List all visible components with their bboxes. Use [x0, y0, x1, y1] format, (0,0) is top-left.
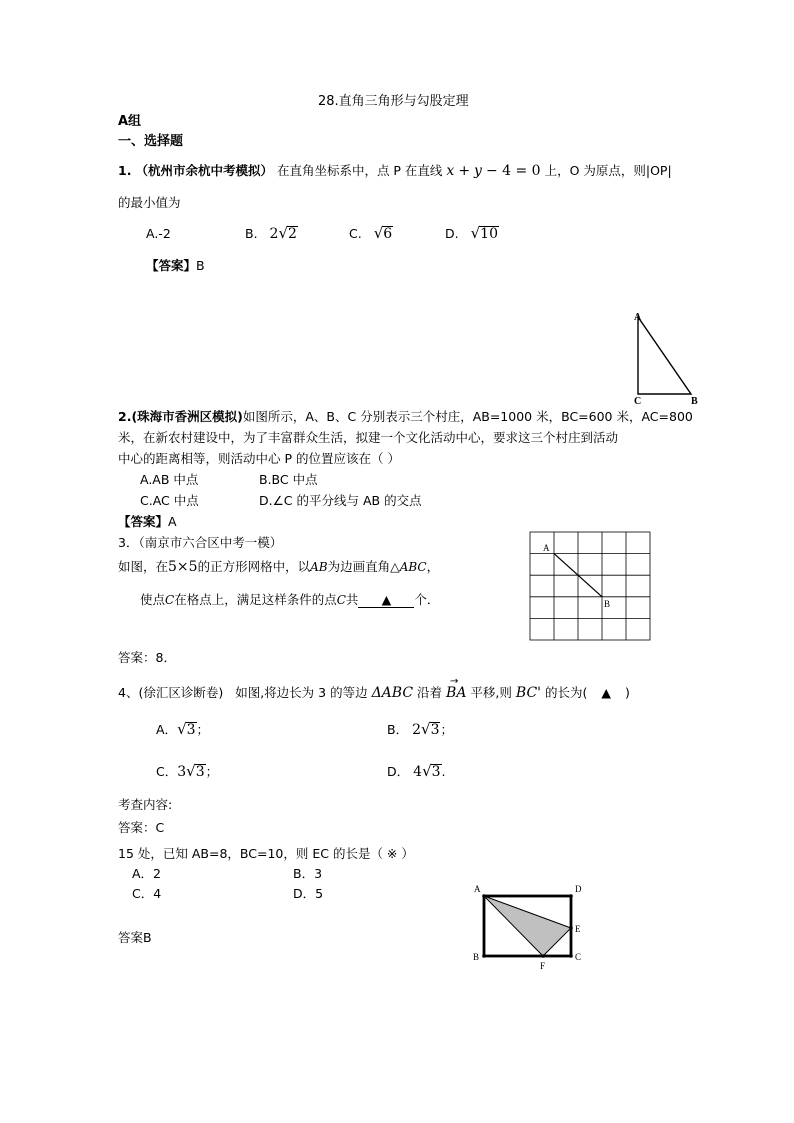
q3-grid-size: 5×5: [168, 559, 198, 575]
q4-option-c-label: C．: [156, 764, 178, 779]
q3-point-c1: C: [165, 593, 175, 607]
label-c: C: [575, 952, 582, 962]
q1-option-d-radicand: 10: [480, 226, 498, 242]
q4-stem-c: 平移,则: [470, 685, 512, 700]
q4-segment: BC': [515, 685, 541, 701]
q1-line-rest: − 4 = 0: [485, 163, 541, 179]
q1-answer-value: B: [196, 258, 205, 273]
q2-answer: [118, 512, 177, 530]
q1-option-b-coef: 2: [269, 226, 279, 242]
q4-option-b-end: ；: [440, 722, 453, 737]
q5-option-a: A．2: [132, 866, 162, 881]
sqrt-symbol: √: [421, 720, 431, 738]
label-b: B: [473, 952, 480, 962]
q4-stem: [118, 676, 630, 701]
q4-stem-d: 的长为(: [544, 685, 588, 700]
q1-option-b-label: B.: [245, 226, 258, 241]
q1-option-c: [349, 224, 393, 242]
q4-option-d-radicand: 3: [431, 764, 441, 780]
point-f: [541, 954, 545, 958]
vector-arrow-icon: →: [450, 676, 459, 687]
q1-option-c-label: C.: [349, 226, 362, 241]
label-b: B: [604, 599, 611, 609]
q2-option-b: B.BC 中点: [259, 472, 318, 487]
label-d: D: [575, 884, 582, 894]
q3-line1: [118, 557, 439, 575]
label-e: E: [575, 924, 581, 934]
q4-option-c-radicand: 3: [195, 764, 205, 780]
q4-triangle: ΔABC: [371, 685, 414, 701]
q4-option-c: [156, 762, 218, 780]
q1-option-b: [245, 224, 298, 242]
q3-line2-a: 使点: [140, 592, 166, 607]
q1-option-c-radicand: 6: [383, 226, 393, 242]
q1-answer-tag: 【答案】: [146, 258, 197, 273]
q2-answer-value: A: [168, 514, 177, 529]
q5-option-d: D．5: [293, 886, 324, 901]
q4-stem-b: 沿着: [417, 685, 443, 700]
q3-blank-mark: ▲: [381, 592, 392, 607]
point-d: [569, 894, 573, 898]
q4-option-b-radicand: 3: [430, 722, 440, 738]
q4-option-a-end: ；: [196, 722, 210, 737]
q1-option-d: [445, 224, 499, 242]
q1-source: （杭州市余杭中考模拟）: [135, 163, 273, 178]
q4-stem-a: 如图,将边长为 3 的等边: [235, 685, 368, 700]
q2-line2: 米，在新农村建设中，为了丰富群众生活，拟建一个文化活动中心，要求这三个村庄到活动: [118, 430, 619, 445]
label-f: F: [540, 961, 546, 971]
q4-option-c-end: ；: [205, 764, 219, 779]
q2-line1: [118, 407, 693, 425]
sqrt-symbol: √: [373, 224, 384, 242]
q1-option-a: A.-2: [146, 226, 171, 241]
q2-line1-text: 如图所示，A、B、C 分别表示三个村庄，AB=1000 米，BC=600 米，AC=800: [242, 409, 693, 424]
label-a: A: [543, 543, 550, 553]
q5-answer: 答案B: [118, 930, 152, 945]
sqrt-symbol: √: [186, 762, 196, 780]
sqrt-symbol: √: [470, 224, 481, 242]
q1-line-plus: +: [458, 163, 471, 179]
q3-line2-d: 个．: [414, 592, 440, 607]
q2-option-d: D.∠C 的平分线与 AB 的交点: [259, 493, 422, 508]
q3-segment-ab: AB: [310, 560, 328, 574]
folded-triangle-aef: [484, 896, 571, 956]
q4-option-d: [387, 762, 446, 780]
q3-source: 3．（南京市六合区中考一模）: [118, 535, 283, 550]
q2-option-c: C.AC 中点: [140, 493, 199, 508]
q4-content: 考查内容:: [118, 797, 173, 812]
label-c: C: [634, 396, 642, 407]
page-title: 28.直角三角形与勾股定理: [318, 94, 469, 109]
q4-option-a: [156, 720, 209, 738]
q1-option-b-radicand: 2: [288, 226, 297, 242]
point-a: [482, 894, 486, 898]
q2-source: 2.(珠海市香洲区模拟): [118, 409, 243, 424]
q2-answer-tag: 【答案】: [118, 514, 169, 529]
point-e: [569, 926, 573, 930]
q3-line2-c: 共: [345, 592, 359, 607]
q1-stem-line1: [118, 161, 672, 179]
q4-option-b: [387, 720, 453, 738]
q3-answer-blank[interactable]: [358, 592, 414, 608]
q4-stem-e: ): [624, 685, 630, 700]
q1-stem-c: 的最小值为: [118, 195, 181, 210]
q4-vector: [446, 676, 467, 701]
q4-option-c-coef: 3: [177, 764, 187, 780]
q3-grid-figure: [528, 530, 654, 644]
q5-rectangle-figure: [468, 878, 588, 974]
q4-vector-label: BA: [446, 685, 467, 701]
q2-option-a: A.AB 中点: [140, 472, 199, 487]
q3-answer: 答案：8．: [118, 650, 176, 665]
q5-stem: 15 处，已知 AB=8，BC=10，则 EC 的长是（ ※ ）: [118, 846, 414, 861]
section-label: 一、选择题: [118, 134, 184, 149]
q1-stem-b: 上，O 为原点，则|OP|: [544, 163, 672, 178]
q2-line3: 中心的距离相等，则活动中心 P 的位置应该在（ ）: [118, 451, 400, 466]
q4-option-d-coef: 4: [413, 764, 423, 780]
q2-triangle-figure: [628, 308, 708, 408]
q1-option-d-label: D.: [445, 226, 459, 241]
q3-line2-b: 在格点上，满足这样条件的点: [174, 592, 337, 607]
q3-line1-a: 如图，在: [118, 559, 169, 574]
label-a: A: [474, 884, 481, 894]
point-c: [569, 954, 573, 958]
q1-stem-a: 在直角坐标系中，点 P 在直线: [276, 163, 443, 178]
sqrt-symbol: √: [177, 720, 187, 738]
q1-answer: [146, 256, 205, 274]
q1-number: 1.: [118, 163, 132, 178]
q4-option-a-radicand: 3: [186, 722, 196, 738]
q4-answer: 答案：C: [118, 820, 165, 835]
q3-triangle-abc: ABC: [399, 560, 427, 574]
q5-option-b: B．3: [293, 866, 323, 881]
point-b: [482, 954, 486, 958]
q4-option-a-label: A．: [156, 722, 178, 737]
q4-source: 4、(徐汇区诊断卷): [118, 685, 224, 700]
triangle-abc: [638, 317, 691, 394]
q4-answer-mark: ▲: [601, 685, 611, 700]
q3-point-c2: C: [336, 593, 346, 607]
q4-option-b-coef: 2: [412, 722, 421, 738]
label-a: A: [634, 312, 642, 323]
q4-option-b-label: B．: [387, 722, 409, 737]
q3-line1-c: 为边画直角△: [327, 559, 400, 574]
label-b: B: [691, 396, 698, 407]
q3-line2: [140, 590, 439, 608]
q5-option-c: C．4: [132, 886, 162, 901]
sqrt-symbol: √: [422, 762, 432, 780]
q4-option-d-end: .: [441, 764, 446, 779]
sqrt-symbol: √: [278, 224, 289, 242]
group-label: A组: [118, 114, 142, 129]
q1-line-x: x: [446, 163, 455, 179]
q4-option-d-label: D．: [387, 764, 410, 779]
q3-line1-b: 的正方形网格中，以: [197, 559, 311, 574]
q1-line-y: y: [474, 163, 482, 179]
q3-line1-d: ，: [426, 559, 440, 574]
